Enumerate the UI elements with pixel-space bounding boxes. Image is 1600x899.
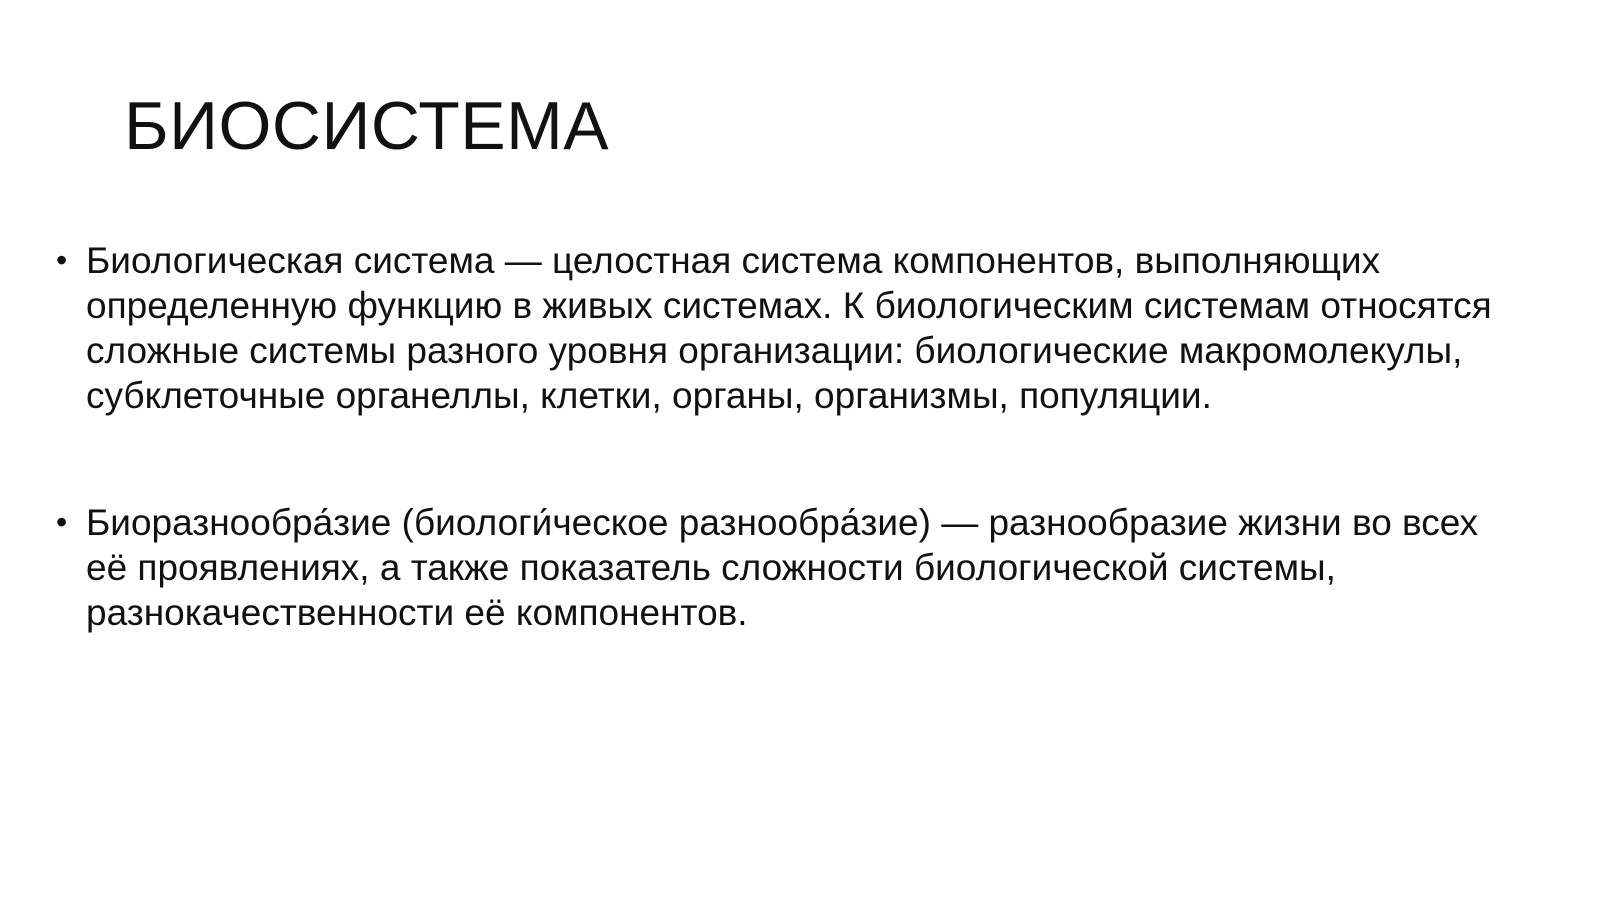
bullet-item <box>56 238 1516 418</box>
bullet-marker: • <box>56 504 68 540</box>
slide-title: БИОСИСТЕМА <box>124 88 610 164</box>
bullet-marker: • <box>56 242 68 278</box>
bullet-list <box>56 238 1516 635</box>
bullet-text: Биологическая система — целостная система компонентов, выполняющих определенную функцию в живых системах. К биологическим системам относятся сложные системы разного уровня организации: биологические макромолекулы, субклеточные органеллы, клетки, органы, организмы, популяции. <box>86 240 1492 416</box>
bullet-text: Биоразнообра́зие (биологи́ческое разнообра́зие) — разнообразие жизни во всех её проявлениях, а также показатель сложности биологической системы, разнокачественности её компонентов. <box>86 502 1479 633</box>
bullet-item <box>56 500 1516 635</box>
